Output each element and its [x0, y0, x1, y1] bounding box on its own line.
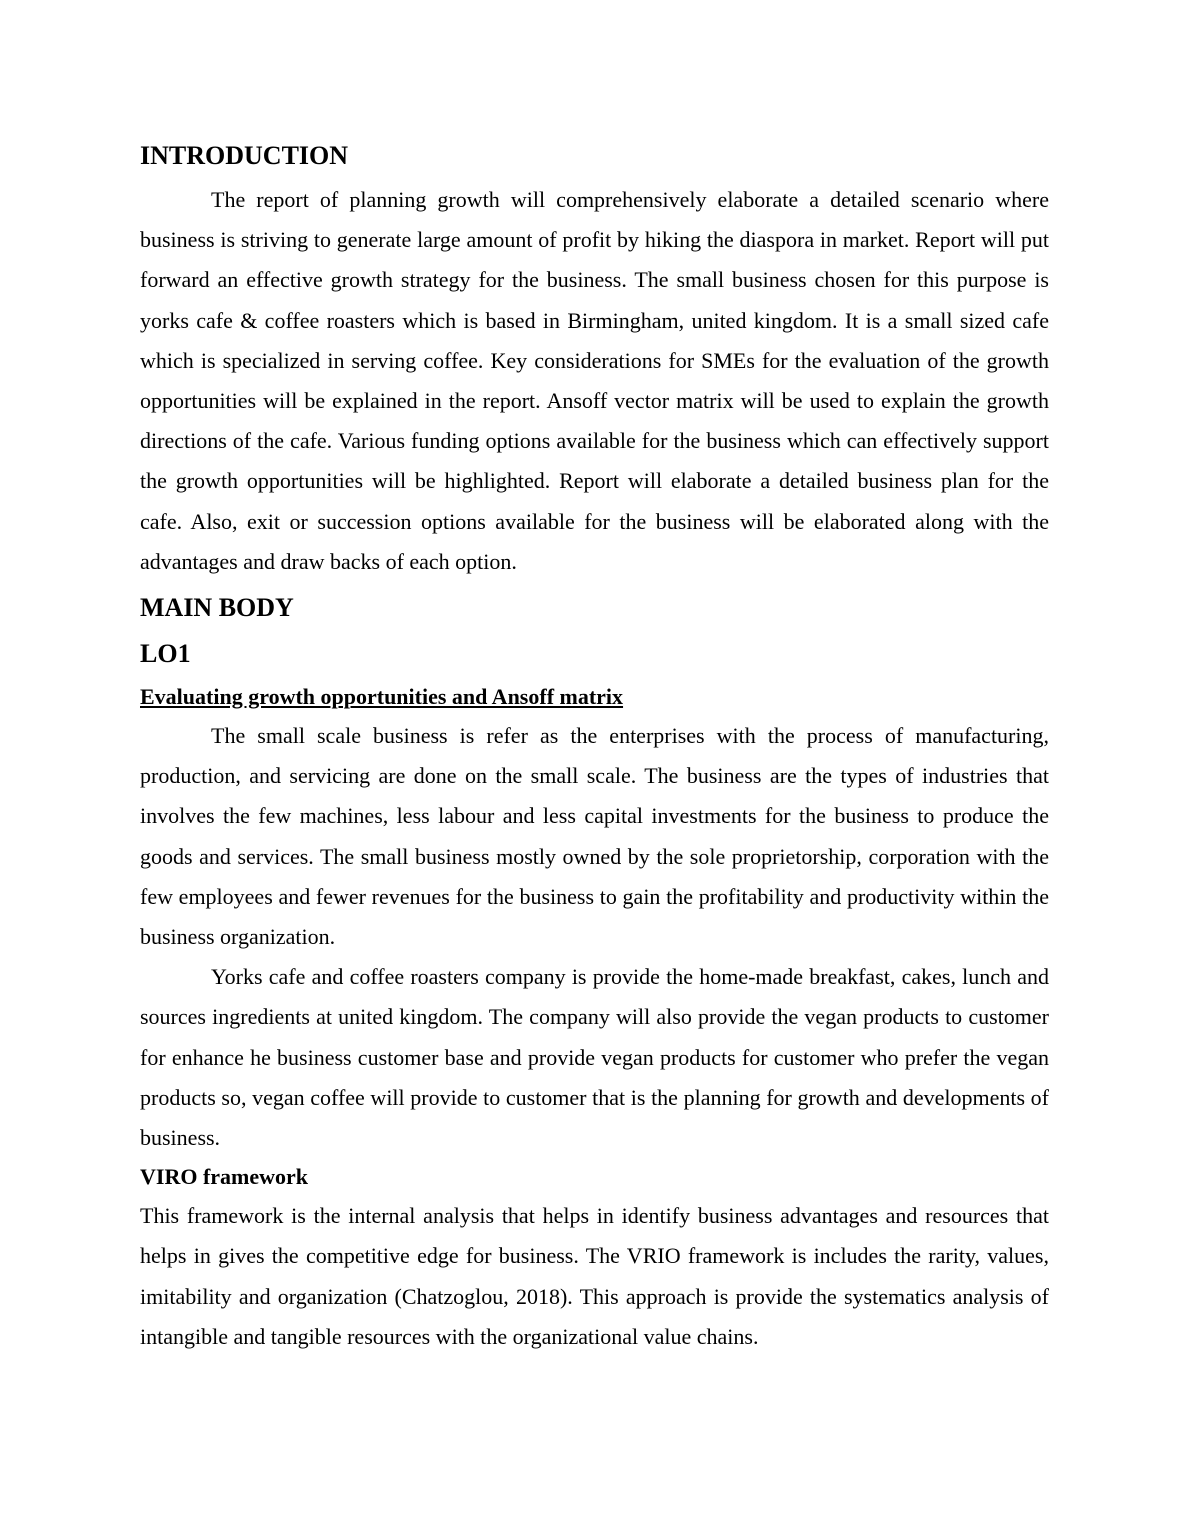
document-page — [140, 136, 1049, 1357]
introduction-heading: INTRODUCTION — [140, 141, 349, 170]
main-body-heading: MAIN BODY — [140, 593, 294, 623]
introduction-paragraph: The report of planning growth will comprehensively elaborate a detailed scenario where business is striving to generate large amount of profit by hiking the diaspora in market. Report will put forward an effective growth strategy for the business. The small business chosen for this purpose is yorks cafe & coffee roasters which is based in Birmingham, united kingdom. It is a small sized cafe which is specialized in serving coffee. Key considerations for SMEs for the evaluation of the growth opportunities will be explained in the report. Ansoff vector matrix will be used to explain the growth directions of the cafe. Various funding options available for the business which can effectively support the growth opportunities will be highlighted. Report will elaborate a detailed business plan for the cafe. Also, exit or succession options available for the business will be elaborated along with the advantages and draw backs of each option. — [140, 187, 1049, 574]
viro-framework-heading: VIRO framework — [140, 1164, 309, 1190]
lo1-heading: LO1 — [140, 639, 191, 669]
viro-framework-paragraph: This framework is the internal analysis that helps in identify business advantages and resources that helps in gives the competitive edge for business. The VRIO framework is includes the rarity, values, imitability and organization (Chatzoglou, 2018). This approach is provide the systematics analysis of intangible and tangible resources with the organizational value chains. — [140, 1203, 1049, 1349]
yorks-cafe-paragraph: Yorks cafe and coffee roasters company is provide the home-made breakfast, cakes, lunch and sources ingredients at united kingdom. The company will also provide the vegan products to customer for enhance he business customer base and provide vegan products for customer who prefer the vegan products so, vegan coffee will provide to customer that is the planning for growth and developments of business. — [140, 964, 1049, 1151]
growth-opportunities-subheading: Evaluating growth opportunities and Ansoff matrix — [140, 684, 624, 710]
small-business-paragraph: The small scale business is refer as the enterprises with the process of manufacturing, production, and servicing are done on the small scale. The business are the types of industries that involves the few machines, less labour and less capital investments for the business to produce the goods and services. The small business mostly owned by the sole proprietorship, corporation with the few employees and fewer revenues for the business to gain the profitability and productivity within the business organization. — [140, 723, 1049, 950]
